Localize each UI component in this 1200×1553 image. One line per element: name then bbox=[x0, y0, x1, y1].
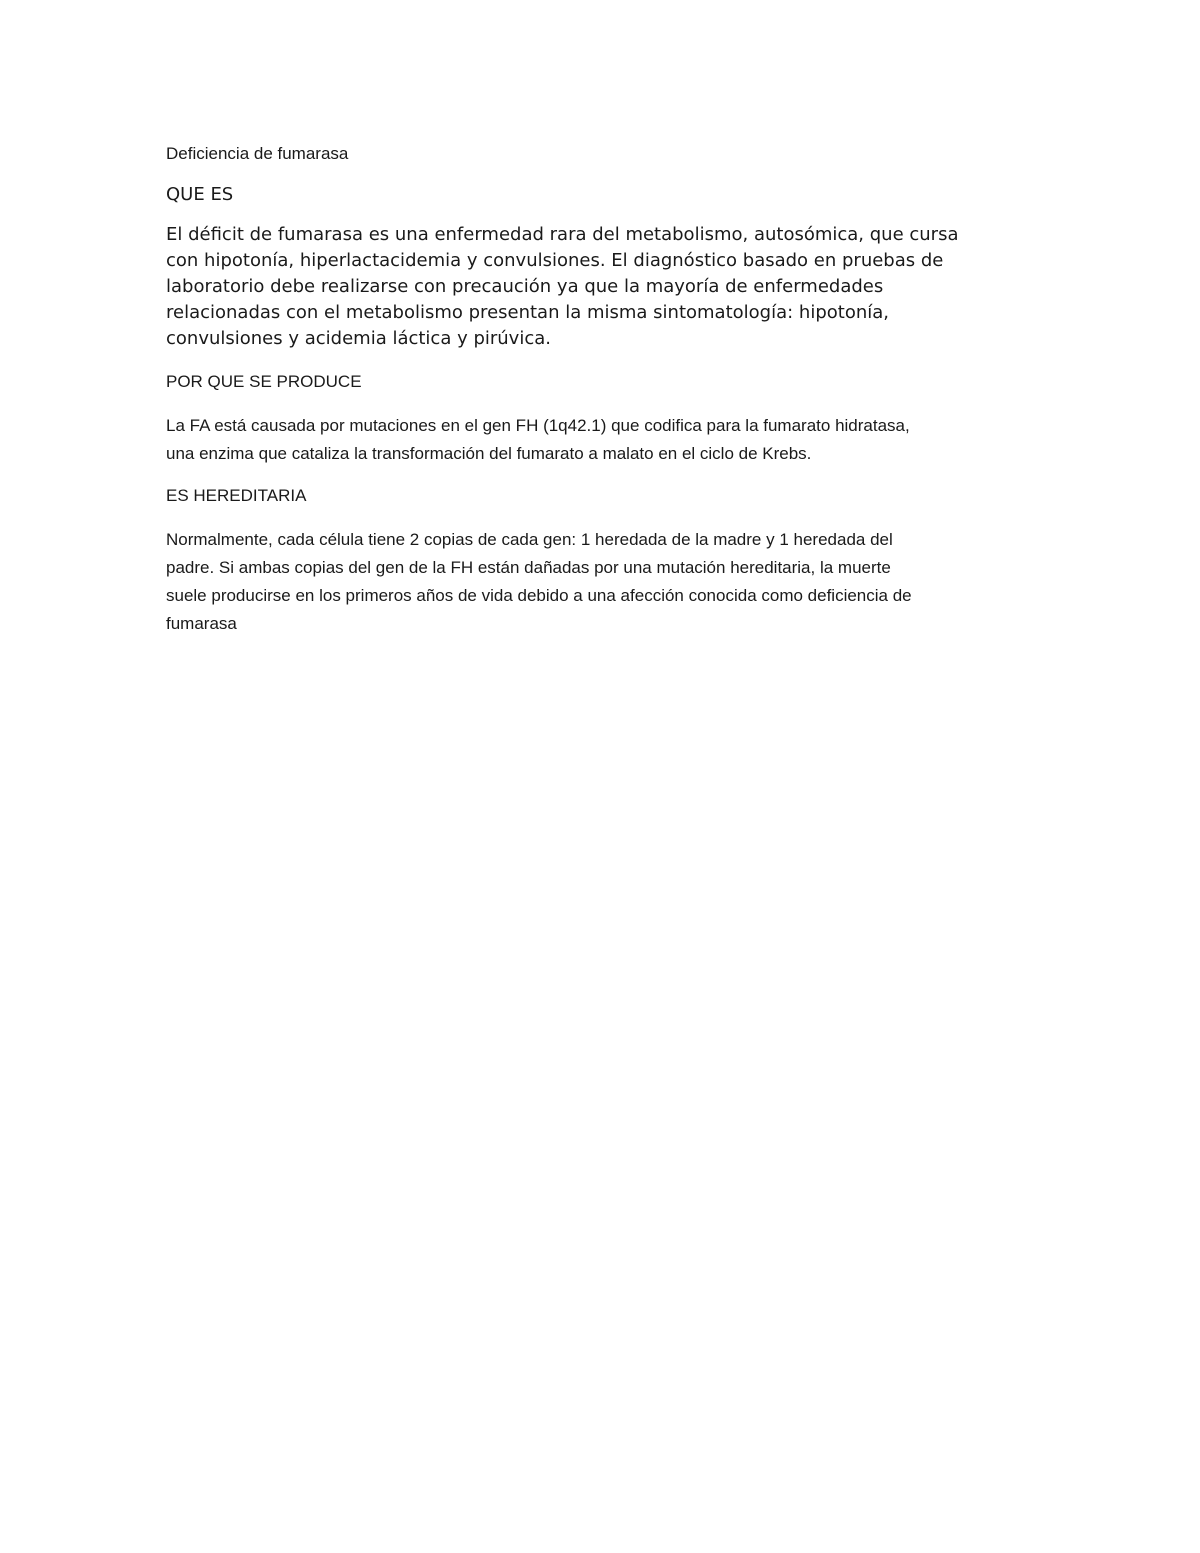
section-paragraph-es-hereditaria bbox=[166, 526, 1046, 638]
paragraph-line: La FA está causada por mutaciones en el gen FH (1q42.1) que codifica para la fumarato hidratasa, bbox=[166, 416, 910, 435]
paragraph-line: suele producirse en los primeros años de vida debido a una afección conocida como deficiencia de bbox=[166, 586, 912, 605]
paragraph-line: Normalmente, cada célula tiene 2 copias de cada gen: 1 heredada de la madre y 1 heredada del bbox=[166, 530, 893, 549]
section-heading-que-es: QUE ES bbox=[166, 184, 234, 205]
section-heading-es-hereditaria: ES HEREDITARIA bbox=[166, 486, 307, 505]
document-body bbox=[166, 140, 1046, 638]
section-paragraph-que-es bbox=[166, 222, 1046, 352]
paragraph-line: fumarasa bbox=[166, 614, 237, 633]
document-title: Deficiencia de fumarasa bbox=[166, 144, 349, 163]
paragraph-line: El déficit de fumarasa es una enfermedad rara del metabolismo, autosómica, que cursa bbox=[166, 224, 959, 245]
section-paragraph-por-que-se-produce bbox=[166, 412, 1046, 468]
paragraph-line: una enzima que cataliza la transformación del fumarato a malato en el ciclo de Krebs. bbox=[166, 444, 812, 463]
paragraph-line: padre. Si ambas copias del gen de la FH están dañadas por una mutación hereditaria, la muerte bbox=[166, 558, 891, 577]
paragraph-line: laboratorio debe realizarse con precaución ya que la mayoría de enfermedades bbox=[166, 276, 884, 297]
paragraph-line: relacionadas con el metabolismo presentan la misma sintomatología: hipotonía, bbox=[166, 302, 889, 323]
section-heading-por-que-se-produce: POR QUE SE PRODUCE bbox=[166, 372, 362, 391]
paragraph-line: con hipotonía, hiperlactacidemia y convulsiones. El diagnóstico basado en pruebas de bbox=[166, 250, 944, 271]
paragraph-line: convulsiones y acidemia láctica y pirúvica. bbox=[166, 328, 551, 349]
